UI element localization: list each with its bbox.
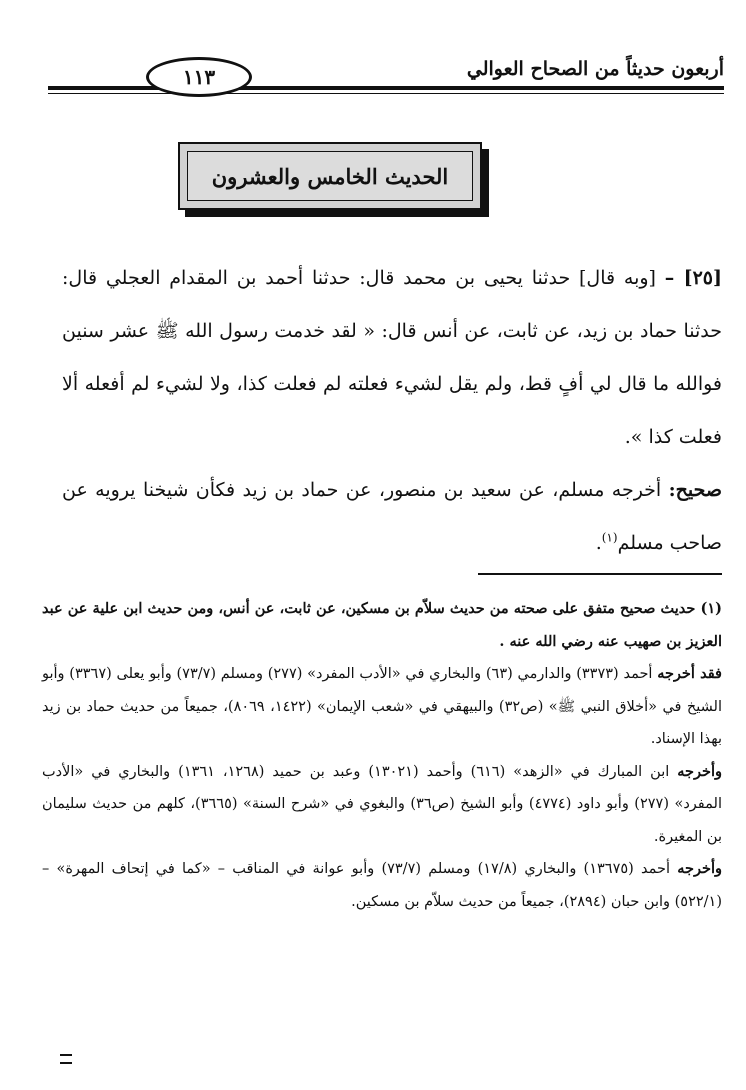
footnote-paragraph-4 [42,853,722,918]
footnote-paragraph-2-label: فقد أخرجه [657,665,722,682]
header-rule-thin [48,93,724,94]
grade-end: . [595,532,602,554]
footnote-paragraph-2 [42,658,722,756]
footnote-1-intro: (١) حديث صحيح متفق على صحته من حديث سلاّم بن مسكين، عن ثابت، عن أنس، ومن حديث ابن علية عن عبد العزيز بن صهيب عنه رضي الله عنه . [42,600,722,650]
hadith-number: [٢٥] – [664,267,722,289]
footnote-reference: (١) [601,530,618,545]
footnote-paragraph-4-label: وأخرجه [677,860,722,877]
grade-paragraph [62,464,722,570]
hadith-body [62,252,722,570]
footnotes [42,593,722,918]
page-end-mark [60,1054,72,1064]
footnote-paragraph-4-text: أحمد (١٣٦٧٥) والبخاري (١٧/٨) ومسلم (٧٣/٧) وأبو عوانة في المناقب – «كما في إتحاف المهرة» – (٥٢٢/١) وابن حبان (٢٨٩٤)، جميعاً من حديث سلاّم بن مسكين. [42,861,722,910]
hadith-paragraph [62,252,722,464]
footnote-paragraph-3-label: وأخرجه [677,762,722,780]
grade-text: أخرجه مسلم، عن سعيد بن منصور، عن حماد بن زيد فكأن شيخنا يرويه عن صاحب مسلم [62,479,722,554]
grade-label: صحيح: [668,479,722,501]
chapter-title-box [178,142,482,210]
header-rule-thick [48,86,724,90]
footnote-paragraph-3 [42,756,722,854]
page-number: ١١٣ [146,57,252,97]
footnote-paragraph-3-text: ابن المبارك في «الزهد» (٦١٦) وأحمد (١٣٠٢١) وعبد بن حميد (١٢٦٨، ١٣٦١) والبخاري في «الأدب المفرد» (٢٧٧) وأبو داود (٤٧٧٤) وأبو الشيخ (ص٣٦) والبغوي في «شرح السنة» (٣٦٦٥)، كلهم من حديث سليمان بن المغيرة. [42,763,722,845]
hadith-text: [وبه قال] حدثنا يحيى بن محمد قال: حدثنا أحمد بن المقدام العجلي قال: حدثنا حماد بن زيد، عن ثابت، عن أنس قال: « لقد خدمت رسول الله ﷺ عشر سنين فوالله ما قال لي أفٍ قط، ولم يقل لشيء فعلته لم فعلت كذا، ولا لشيء لم أفعله ألا فعلت كذا ». [62,267,722,448]
footnote-separator [478,573,722,575]
running-title: أربعون حديثاً من الصحاح العوالي [466,58,724,80]
footnote-paragraph-2-text: أحمد (٣٣٧٣) والدارمي (٦٣) والبخاري في «الأدب المفرد» (٢٧٧) ومسلم (٧٣/٧) وأبو يعلى (٣٣٦٧) وأبو الشيخ في «أخلاق النبي ﷺ» (ص٣٢) والبيهقي في «شعب الإيمان» (١٤٢٢، ٨٠٦٩)، جميعاً من حديث حماد بن زيد بهذا الإسناد. [42,666,722,747]
chapter-title: الحديث الخامس والعشرون [187,151,473,201]
